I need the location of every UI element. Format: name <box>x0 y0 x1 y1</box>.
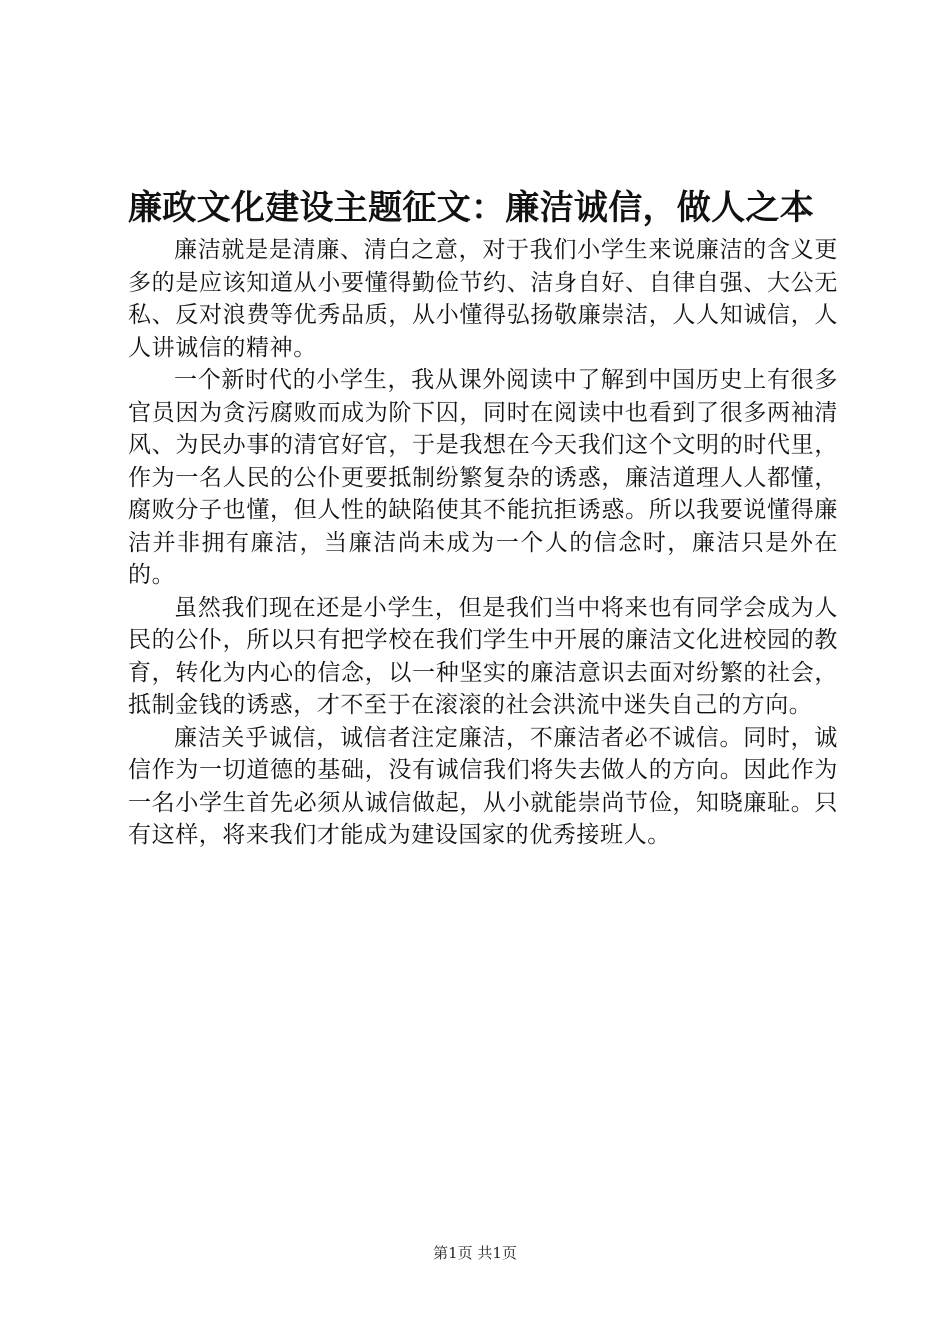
paragraph-2: 一个新时代的小学生，我从课外阅读中了解到中国历史上有很多官员因为贪污腐败而成为阶下囚，同时在阅读中也看到了很多两袖清风、为民办事的清官好官，于是我想在今天我们这个文明的时代里，作为一名人民的公仆更要抵制纷繁复杂的诱惑，廉洁道理人人都懂，腐败分子也懂，但人性的缺陷使其不能抗拒诱惑。所以我要说懂得廉洁并非拥有廉洁，当廉洁尚未成为一个人的信念时，廉洁只是外在的。 <box>128 367 838 588</box>
paragraph-4: 廉洁关乎诚信，诚信者注定廉洁，不廉洁者必不诚信。同时，诚信作为一切道德的基础，没有诚信我们将失去做人的方向。因此作为一名小学生首先必须从诚信做起，从小就能崇尚节俭，知晓廉耻。只有这样，将来我们才能成为建设国家的优秀接班人。 <box>128 724 838 848</box>
document-title: 廉政文化建设主题征文：廉洁诚信，做人之本 <box>128 188 814 228</box>
page-footer: 第1页 共1页 <box>433 1244 517 1262</box>
paragraph-3: 虽然我们现在还是小学生，但是我们当中将来也有同学会成为人民的公仆，所以只有把学校在我们学生中开展的廉洁文化进校园的教育，转化为内心的信念，以一种坚实的廉洁意识去面对纷繁的社会，抵制金钱的诱惑，才不至于在滚滚的社会洪流中迷失自己的方向。 <box>128 594 838 718</box>
paragraph-1: 廉洁就是是清廉、清白之意，对于我们小学生来说廉洁的含义更多的是应该知道从小要懂得勤俭节约、洁身自好、自律自强、大公无私、反对浪费等优秀品质，从小懂得弘扬敬廉崇洁，人人知诚信，人人讲诚信的精神。 <box>128 237 838 361</box>
document-body <box>128 234 838 852</box>
